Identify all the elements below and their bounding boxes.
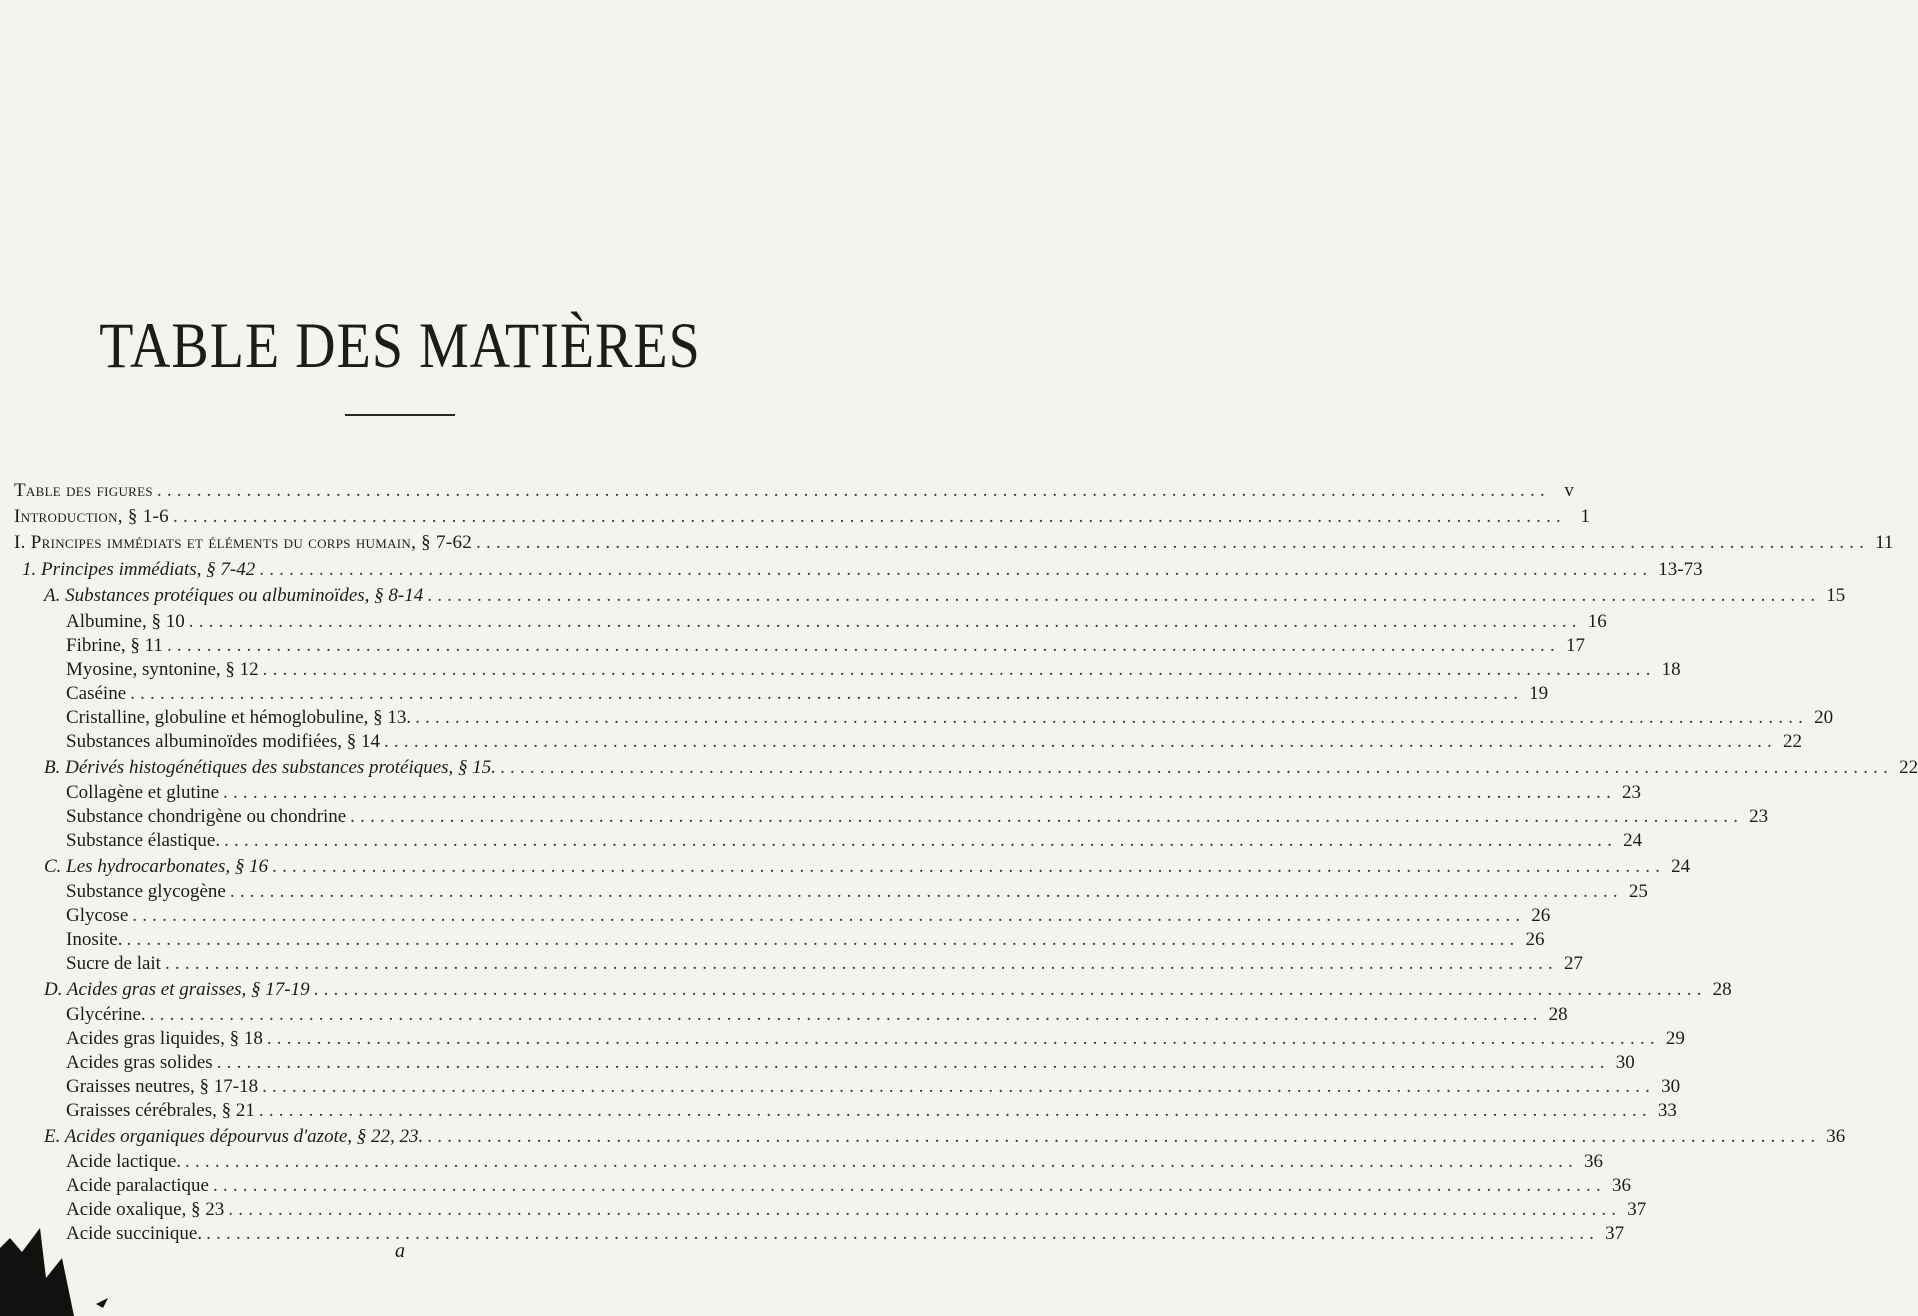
toc-entry-label: Substance chondrigène ou chondrine [66, 806, 347, 827]
dot-leader: ............................................................................................................................................ [216, 1052, 1610, 1073]
dot-leader: ............................................................................................................................................ [229, 881, 1623, 902]
dot-leader: ............................................................................................................................................ [500, 757, 1894, 778]
dot-leader: ............................................................................................................................................ [476, 532, 1870, 553]
dot-leader: ............................................................................................................................................ [383, 731, 1777, 752]
dot-leader: ............................................................................................................................................ [228, 1199, 1622, 1220]
toc-entry-page: 37 [1627, 1199, 1647, 1220]
toc-entry-page: 22 [1782, 731, 1802, 752]
toc-entry-page: 24 [1671, 856, 1691, 877]
toc-entry [0, 953, 1583, 975]
dot-leader: ............................................................................................................................................ [166, 635, 1560, 656]
toc-entry-label: Acides gras solides [66, 1052, 213, 1073]
toc-entry [0, 1175, 1631, 1197]
toc-entry-label: Graisses cérébrales, § 21 [66, 1100, 255, 1121]
dot-leader: ............................................................................................................................................ [415, 707, 1809, 728]
toc-entry-label: Collagène et glutine [66, 782, 220, 803]
library-stamp-mark [0, 1218, 120, 1316]
toc-entry [0, 635, 1585, 657]
toc-entry [0, 830, 1643, 852]
toc-entry-page: 26 [1531, 905, 1551, 926]
toc-entry-page: 26 [1525, 929, 1545, 950]
toc-entry-page: 17 [1565, 635, 1585, 656]
toc-entry [0, 806, 1769, 828]
toc-entry-page: 28 [1548, 1004, 1568, 1025]
toc-entry-label: Glycérine. [66, 1004, 146, 1025]
dot-leader: ............................................................................................................................................ [262, 1076, 1656, 1097]
toc-entry-page: 19 [1529, 683, 1549, 704]
toc-entry-page: 30 [1615, 1052, 1635, 1073]
toc-entry-label: Fibrine, § 11 [66, 635, 163, 656]
toc-entry-label: Glycose [66, 905, 129, 926]
dot-leader: ............................................................................................................................................ [130, 683, 1524, 704]
toc-entry-page: 23 [1749, 806, 1769, 827]
toc-entry-label: Caséine [66, 683, 127, 704]
toc-entry [0, 1100, 1677, 1122]
toc-entry-label: Acide succinique. [66, 1223, 203, 1244]
toc-entry [0, 480, 1574, 502]
toc-entry-page: 28 [1712, 979, 1732, 1000]
toc-entry [0, 611, 1607, 633]
toc-entry-page: 36 [1826, 1126, 1846, 1147]
toc-entry-page: v [1564, 480, 1574, 501]
toc-entry [0, 506, 1590, 528]
toc-entry [0, 731, 1802, 753]
toc-entry-label: D. Acides gras et graisses, § 17-19 [44, 979, 310, 1000]
toc-entry-page: 25 [1628, 881, 1648, 902]
toc-entry-label: 1. Principes immédiats, § 7-42 [22, 559, 256, 580]
toc-entry [0, 929, 1545, 951]
toc-entry-page: 30 [1661, 1076, 1681, 1097]
toc-entry [0, 659, 1681, 681]
toc-entry [0, 856, 1691, 878]
dot-leader: ............................................................................................................................................ [149, 1004, 1543, 1025]
toc-entry-label: C. Les hydrocarbonates, § 16 [44, 856, 269, 877]
toc-entry-page: 16 [1587, 611, 1607, 632]
dot-leader: ............................................................................................................................................ [212, 1175, 1606, 1196]
toc-entry [0, 683, 1549, 705]
toc-entry [0, 1151, 1604, 1173]
toc-entry-label: Introduction, § 1-6 [14, 506, 169, 527]
toc-entry-label: Acide paralactique [66, 1175, 209, 1196]
toc-entry [0, 559, 1703, 581]
dot-leader: ............................................................................................................................................ [350, 806, 1744, 827]
toc-entry-page: 36 [1611, 1175, 1631, 1196]
toc-entry [0, 1126, 1846, 1148]
dot-leader: ............................................................................................................................................ [164, 953, 1558, 974]
dot-leader: ............................................................................................................................................ [206, 1223, 1600, 1244]
dot-leader: ............................................................................................................................................ [126, 929, 1520, 950]
dot-leader: ............................................................................................................................................ [185, 1151, 1579, 1172]
toc-entry-page: 27 [1563, 953, 1583, 974]
toc-entry-page: 18 [1661, 659, 1681, 680]
toc-entry-page: 22 [1899, 757, 1918, 778]
page-folio: a [395, 1240, 405, 1262]
dot-leader: ............................................................................................................................................ [156, 480, 1550, 501]
toc-entry [0, 585, 1846, 607]
toc-entry-page: 29 [1665, 1028, 1685, 1049]
dot-leader: ............................................................................................................................................ [188, 611, 1582, 632]
toc-entry-page: 20 [1814, 707, 1834, 728]
toc-entry [0, 757, 1918, 779]
toc-entry-page: 37 [1605, 1223, 1625, 1244]
toc-entry-page: 13-73 [1658, 559, 1703, 580]
toc-entry-label: Substance élastique. [66, 830, 221, 851]
toc-entry-page: 23 [1622, 782, 1642, 803]
dot-leader: ............................................................................................................................................ [132, 905, 1526, 926]
toc-entry-label: Myosine, syntonine, § 12 [66, 659, 259, 680]
dot-leader: ............................................................................................................................................ [173, 506, 1566, 527]
toc-entry [0, 782, 1642, 804]
toc-entry-label: Albumine, § 10 [66, 611, 185, 632]
toc-entry-label: Inosite. [66, 929, 123, 950]
dot-leader: ............................................................................................................................................ [258, 1100, 1652, 1121]
dot-leader: ............................................................................................................................................ [313, 979, 1707, 1000]
toc-entry [0, 1076, 1681, 1098]
toc-entry-label: Table des figures [14, 480, 153, 501]
toc-entry [0, 1004, 1568, 1026]
dot-leader: ............................................................................................................................................ [272, 856, 1666, 877]
toc-entry-label: Acide oxalique, § 23 [66, 1199, 225, 1220]
toc-entry [0, 979, 1732, 1001]
toc-entry-label: I. Principes immédiats et éléments du corps humain, § 7-62 [14, 532, 473, 553]
toc-entry-label: Substances albuminoïdes modifiées, § 14 [66, 731, 380, 752]
toc-entry-page: 24 [1623, 830, 1643, 851]
dot-leader: ............................................................................................................................................ [266, 1028, 1660, 1049]
dot-leader: ............................................................................................................................................ [427, 585, 1821, 606]
toc-entry-label: E. Acides organiques dépourvus d'azote, § 22, 23. [44, 1126, 424, 1147]
title-divider [345, 414, 455, 416]
dot-leader: ............................................................................................................................................ [427, 1126, 1821, 1147]
toc-entry [0, 1052, 1635, 1074]
toc-entry-label: Sucre de lait [66, 953, 161, 974]
toc-entry-label: Substance glycogène [66, 881, 226, 902]
toc-entry-label: Graisses neutres, § 17-18 [66, 1076, 259, 1097]
toc-entry-page: 33 [1657, 1100, 1677, 1121]
toc-entry-page: 15 [1826, 585, 1846, 606]
toc-entry-page: 11 [1875, 532, 1894, 553]
toc-entry-label: Cristalline, globuline et hémoglobuline, § 13. [66, 707, 412, 728]
toc-entry [0, 1199, 1647, 1221]
toc-entry-label: B. Dérivés histogénétiques des substances protéiques, § 15. [44, 757, 497, 778]
dot-leader: ............................................................................................................................................ [223, 782, 1617, 803]
dot-leader: ............................................................................................................................................ [224, 830, 1618, 851]
toc-entry [0, 1028, 1685, 1050]
toc-entry-label: Acide lactique. [66, 1151, 182, 1172]
dot-leader: ............................................................................................................................................ [259, 559, 1653, 580]
toc-entry [0, 707, 1834, 729]
toc-entry-page: 1 [1580, 506, 1590, 527]
dot-leader: ............................................................................................................................................ [262, 659, 1656, 680]
toc-entry-label: A. Substances protéiques ou albuminoïdes, § 8-14 [44, 585, 424, 606]
toc-entry-label: Acides gras liquides, § 18 [66, 1028, 263, 1049]
toc-entry [0, 905, 1551, 927]
page-title: TABLE DES MATIÈRES [99, 310, 701, 383]
toc-entry [0, 881, 1648, 903]
toc-entry-page: 36 [1584, 1151, 1604, 1172]
toc-entry [0, 532, 1894, 554]
